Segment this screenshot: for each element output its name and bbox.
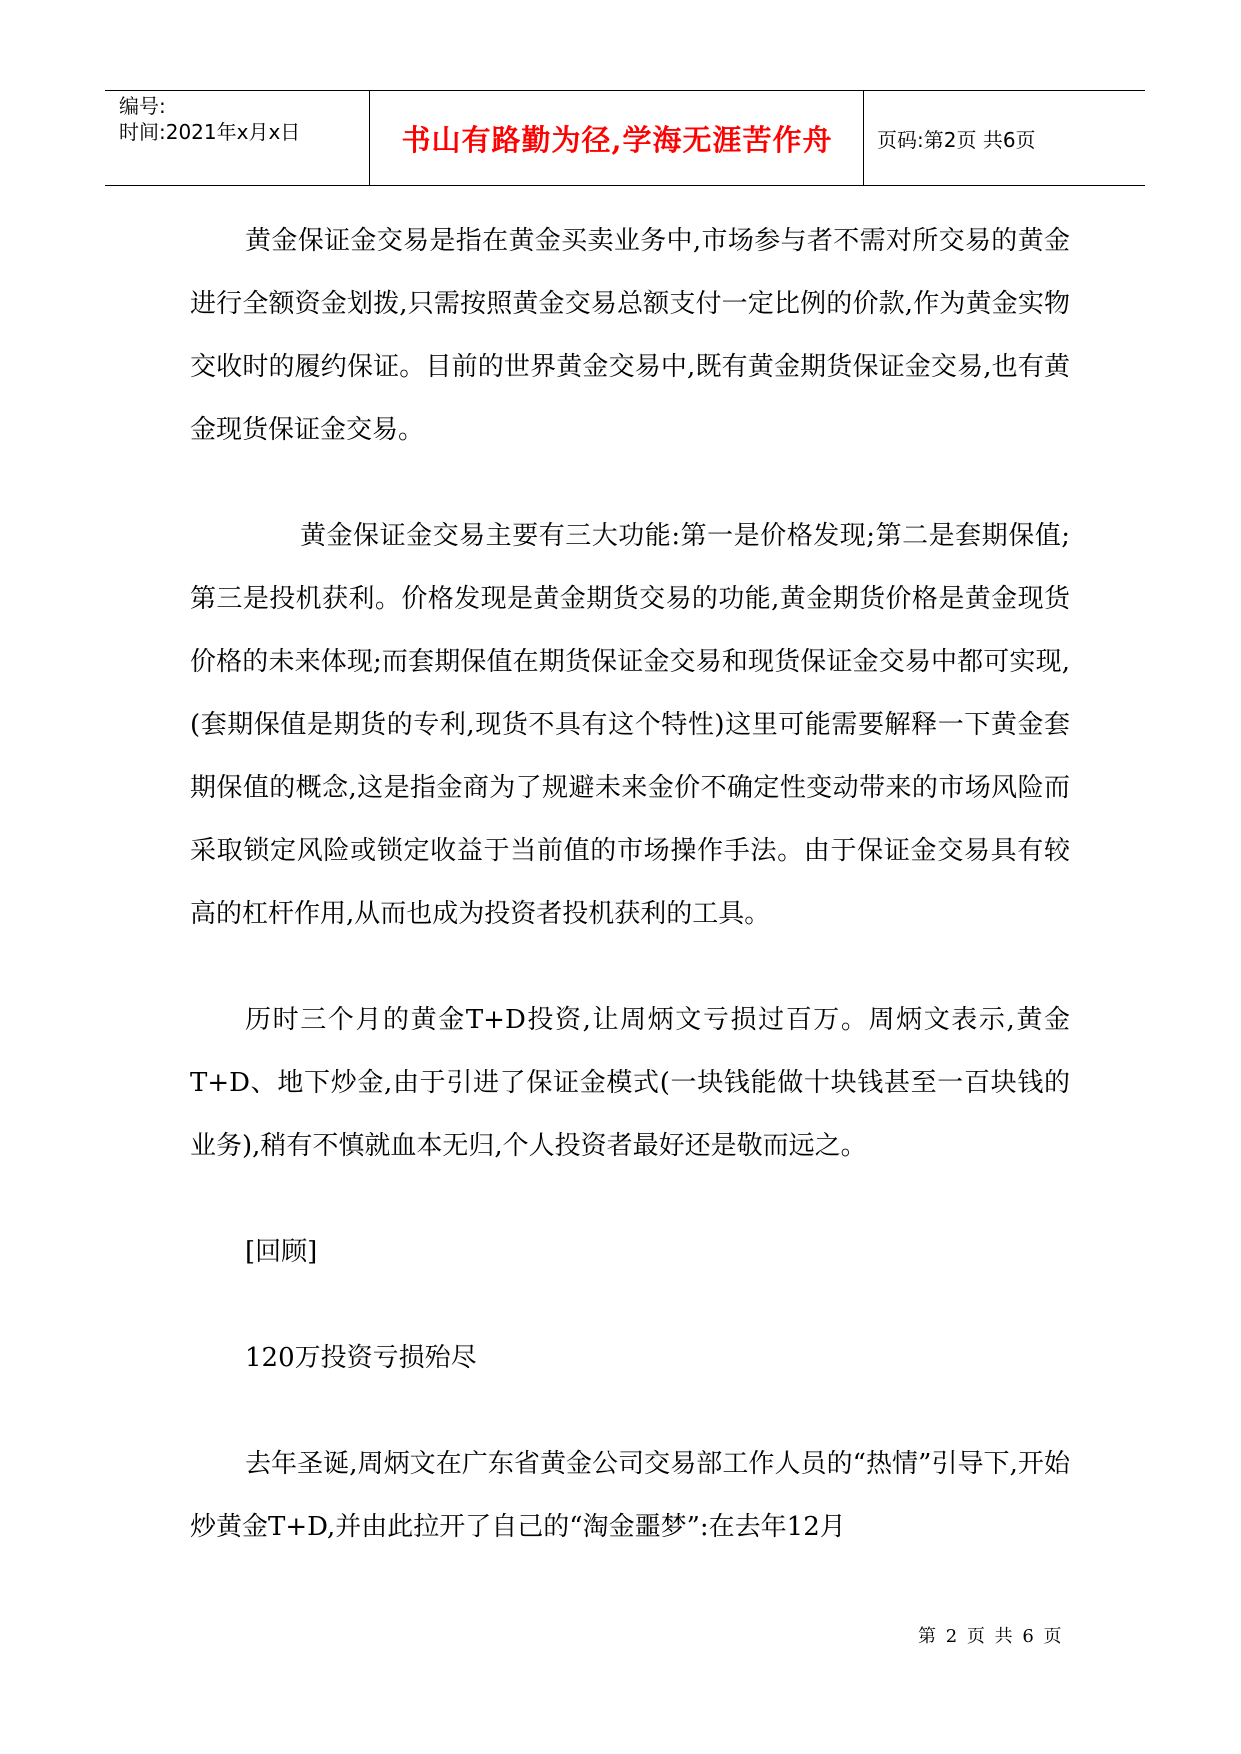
header-table — [105, 90, 1145, 186]
section-subheading: 120万投资亏损殆尽 — [245, 1343, 477, 1373]
paragraph: 历时三个月的黄金T+D投资,让周炳文亏损过百万。周炳文表示,黄金T+D、地下炒金,由于引进了保证金模式(一块钱能做十块钱甚至一百块钱的业务),稍有不慎就血本无归,个人投资者最好还是敬而远之。 — [190, 1005, 1070, 1161]
header-motto: 书山有路勤为径,学海无涯苦作舟 — [401, 122, 833, 157]
page-footer: 第 2 页 共 6 页 — [918, 1626, 1062, 1647]
paragraph: 黄金保证金交易主要有三大功能:第一是价格发现;第二是套期保值;第三是投机获利。价格发现是黄金期货交易的功能,黄金期货价格是黄金现货价格的未来体现;而套期保值在期货保证金交易和现货保证金交易中都可实现,(套期保值是期货的专利,现货不具有这个特性)这里可能需要解释一下黄金套期保值的概念,这是指金商为了规避未来金价不确定性变动带来的市场风险而采取锁定风险或锁定收益于当前值的市场操作手法。由于保证金交易具有较高的杠杆作用,从而也成为投资者投机获利的工具。 — [190, 521, 1071, 929]
paragraph: 黄金保证金交易是指在黄金买卖业务中,市场参与者不需对所交易的黄金进行全额资金划拨,只需按照黄金交易总额支付一定比例的价款,作为黄金实物交收时的履约保证。目前的世界黄金交易中,既有黄金期货保证金交易,也有黄金现货保证金交易。 — [190, 226, 1070, 445]
paragraph: 去年圣诞,周炳文在广东省黄金公司交易部工作人员的“热情”引导下,开始炒黄金T+D,并由此拉开了自己的“淘金噩梦”:在去年12月 — [190, 1449, 1070, 1542]
document-body — [190, 210, 1070, 1559]
header-meta — [119, 93, 367, 183]
section-heading: [回顾] — [245, 1237, 318, 1267]
header-divider — [863, 91, 864, 185]
document-time-label: 时间:2021年x月x日 — [119, 120, 301, 144]
header-page-code: 页码:第2页 共6页 — [877, 127, 1036, 152]
header-divider — [369, 91, 370, 185]
document-number-label: 编号: — [119, 94, 166, 118]
